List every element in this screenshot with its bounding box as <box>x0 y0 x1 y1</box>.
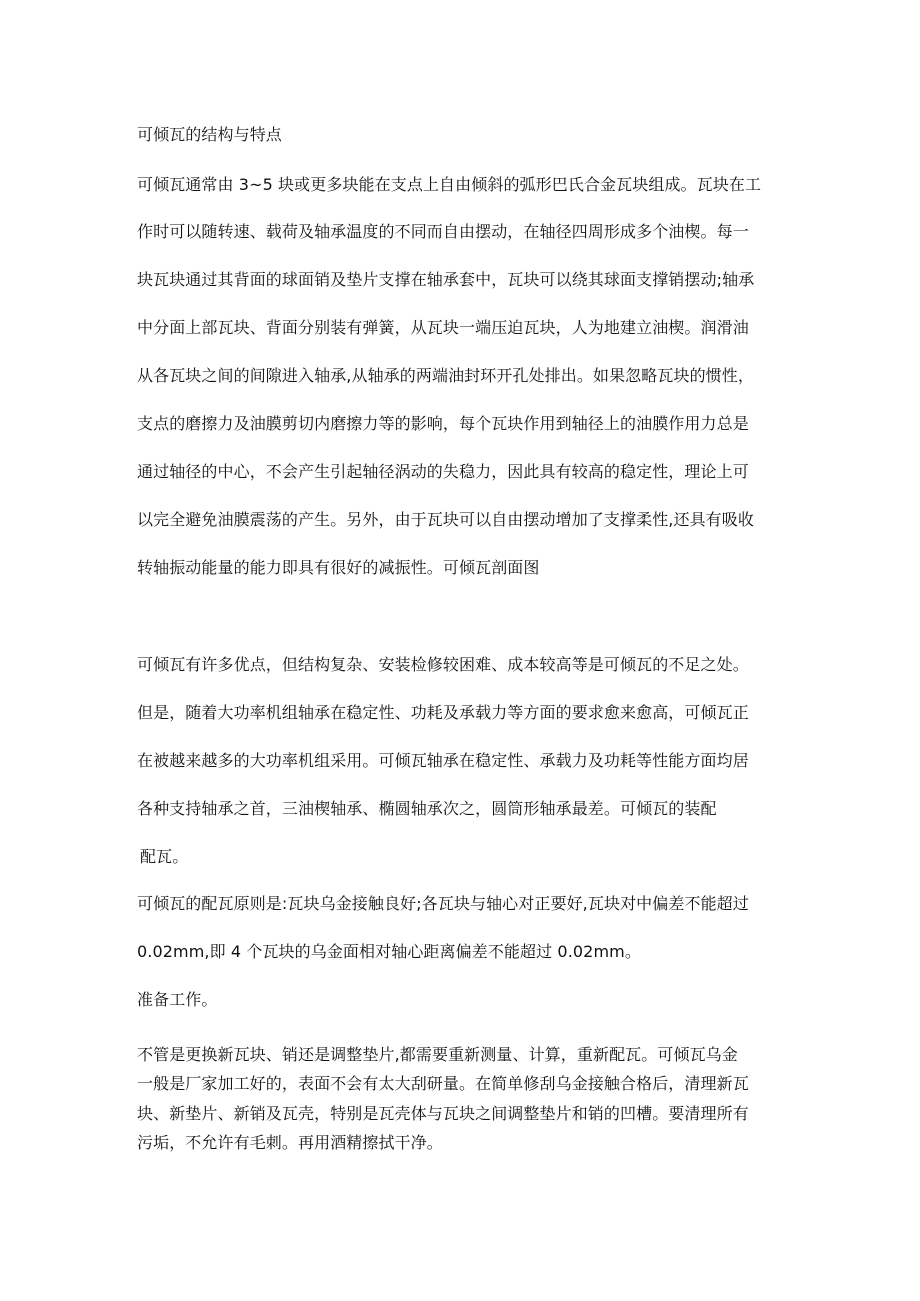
paragraph-line: 支点的磨擦力及油膜剪切内磨擦力等的影响，每个瓦块作用到轴径上的油膜作用力总是 <box>137 414 749 433</box>
paragraph-line: 在被越来越多的大功率机组采用。可倾瓦轴承在稳定性、承载力及功耗等性能方面均居 <box>137 751 749 770</box>
paragraph-line: 可倾瓦的配瓦原则是:瓦块乌金接触良好;各瓦块与轴心对正要好,瓦块对中偏差不能超过 <box>137 894 749 913</box>
paragraph-line: 一般是厂家加工好的，表面不会有太大刮研量。在简单修刮乌金接触合格后，清理新瓦 <box>137 1074 749 1093</box>
paragraph-line: 通过轴径的中心，不会产生引起轴径涡动的失稳力，因此具有较高的稳定性，理论上可 <box>137 462 749 481</box>
paragraph-line: 块、新垫片、新销及瓦壳，特别是瓦壳体与瓦块之间调整垫片和销的凹槽。要清理所有 <box>137 1104 749 1123</box>
paragraph-line: 可倾瓦通常由 3~5 块或更多块能在支点上自由倾斜的弧形巴氏合金瓦块组成。瓦块在工 <box>137 175 762 194</box>
paragraph-line: 0.02mm,即 4 个瓦块的乌金面相对轴心距离偏差不能超过 0.02mm。 <box>137 942 641 961</box>
paragraph-line: 作时可以随转速、载荷及轴承温度的不同而自由摆动，在轴径四周形成多个油楔。每一 <box>137 222 749 241</box>
paragraph-line: 以完全避免油膜震荡的产生。另外，由于瓦块可以自由摆动增加了支撑柔性,还具有吸收 <box>137 510 754 529</box>
paragraph-line: 但是，随着大功率机组轴承在稳定性、功耗及承载力等方面的要求愈来愈高，可倾瓦正 <box>137 703 749 722</box>
document-title: 可倾瓦的结构与特点 <box>137 125 282 144</box>
paragraph-line: 块瓦块通过其背面的球面销及垫片支撑在轴承套中，瓦块可以绕其球面支撑销摆动;轴承 <box>137 270 755 289</box>
paragraph-line: 不管是更换新瓦块、销还是调整垫片,都需要重新测量、计算，重新配瓦。可倾瓦乌金 <box>137 1045 738 1064</box>
paragraph-line: 转轴振动能量的能力即具有很好的减振性。可倾瓦剖面图 <box>137 558 540 577</box>
section-heading: 准备工作。 <box>137 990 218 1009</box>
paragraph-line: 中分面上部瓦块、背面分别装有弹簧，从瓦块一端压迫瓦块，人为地建立油楔。润滑油 <box>137 318 749 337</box>
paragraph-line: 从各瓦块之间的间隙进入轴承,从轴承的两端油封环开孔处排出。如果忽略瓦块的惯性， <box>137 366 754 385</box>
paragraph-line: 各种支持轴承之首，三油楔轴承、椭圆轴承次之，圆筒形轴承最差。可倾瓦的装配 <box>137 799 717 818</box>
paragraph-line: 可倾瓦有许多优点，但结构复杂、安装检修较困难、成本较高等是可倾瓦的不足之处。 <box>137 655 749 674</box>
paragraph-line: 配瓦。 <box>140 847 189 866</box>
paragraph-line: 污垢，不允许有毛刺。再用酒精擦拭干净。 <box>137 1133 443 1152</box>
